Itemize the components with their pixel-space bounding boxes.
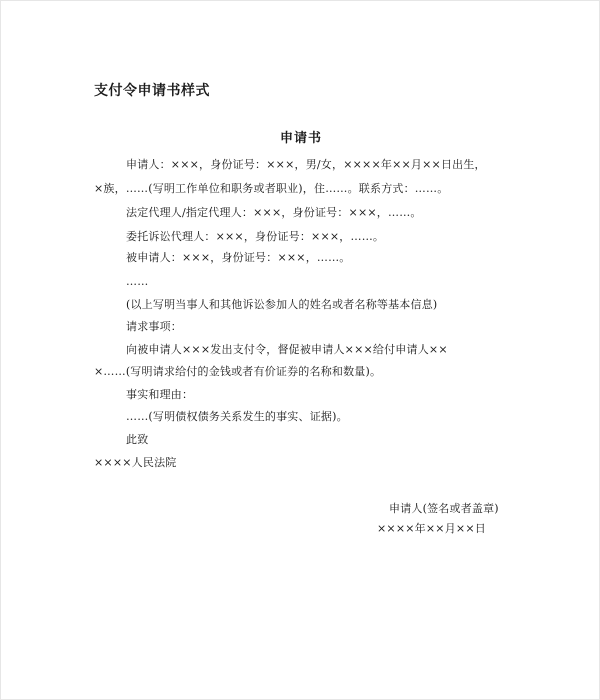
applicant-line-continued: ×族，……(写明工作单位和职务或者职业)，住……。联系方式：……。: [94, 182, 449, 195]
salutation-line: 此致: [126, 433, 149, 446]
signature-date: ××××年××月××日: [377, 522, 486, 535]
facts-reasons-label: 事实和理由：: [126, 388, 194, 401]
request-items-label: 请求事项：: [126, 320, 182, 333]
legal-representative-line: 法定代理人/指定代理人：×××，身份证号：×××，……。: [126, 206, 422, 219]
respondent-line: 被申请人：×××，身份证号：×××，……。: [126, 251, 351, 264]
document-title: 申请书: [279, 131, 322, 146]
ellipsis-line: ……: [126, 275, 149, 288]
section-heading: 支付令申请书样式: [94, 83, 210, 99]
basic-info-note: (以上写明当事人和其他诉讼参加人的姓名或者名称等基本信息): [126, 298, 438, 311]
request-items-continued: ×……(写明请求给付的金钱或者有价证券的名称和数量)。: [94, 365, 382, 378]
entrusted-agent-line: 委托诉讼代理人：×××，身份证号：×××，……。: [126, 230, 385, 243]
applicant-line: 申请人：×××，身份证号：×××，男/女，××××年××月××日出生，: [126, 158, 486, 171]
facts-reasons-text: ……(写明债权债务关系发生的事实、证据)。: [126, 410, 348, 423]
court-name-line: ××××人民法院: [94, 456, 177, 469]
request-items-text: 向被申请人×××发出支付令，督促被申请人×××给付申请人××: [126, 343, 448, 356]
applicant-signature: 申请人(签名或者盖章): [389, 502, 499, 515]
